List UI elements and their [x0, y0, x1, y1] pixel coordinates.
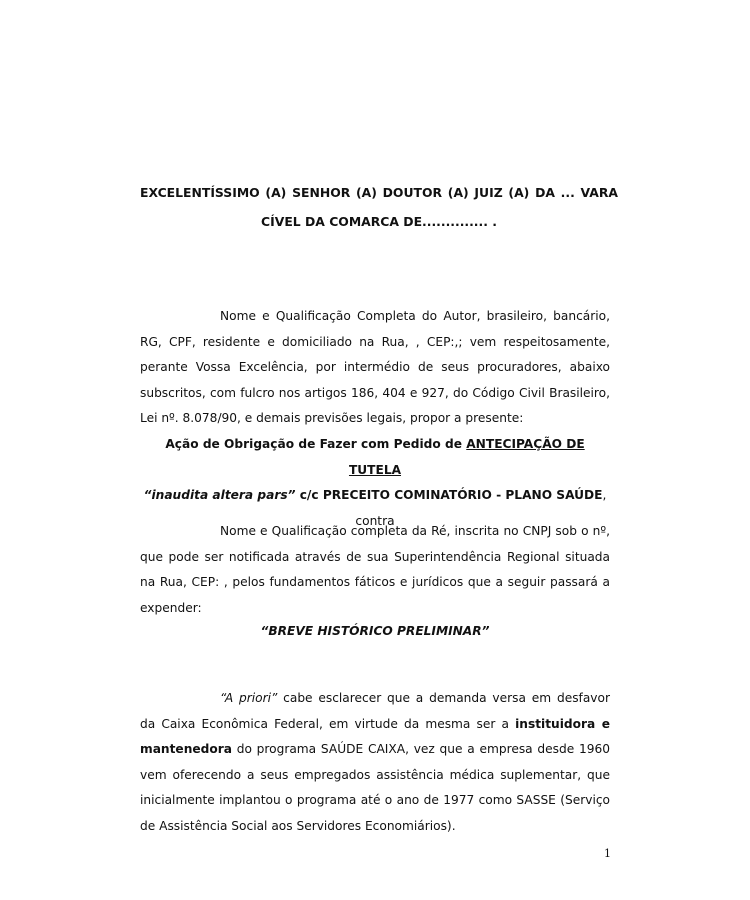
action-title-rest: PRECEITO COMINATÓRIO - PLANO SAÚDE — [322, 488, 603, 502]
court-heading: EXCELENTÍSSIMO (A) SENHOR (A) DOUTOR (A) JUIZ (A) DA ... VARA CÍVEL DA COMARCA DE.............. . — [140, 185, 618, 229]
history-bold: instituidora e mantenedora — [140, 716, 610, 756]
plaintiff-paragraph: Nome e Qualificação Completa do Autor, brasileiro, bancário, RG, CPF, residente e domiciliado na Rua, , CEP:,; vem respeitosamente, perante Vossa Excelência, por intermédio de seus procuradores, abaixo subscritos, com fulcro nos artigos 186, 404 e 927, do Código Civil Brasileiro, Lei nº. 8.078/90, e demais previsões legais, propor a presente: — [140, 309, 610, 425]
defendant-paragraph: Nome e Qualificação completa da Ré, inscrita no CNPJ sob o nº, que pode ser notificada através de sua Superintendência Regional situada na Rua, CEP: , pelos fundamentos fáticos e jurídicos que a seguir passará a expender: — [140, 524, 610, 615]
action-title-prefix: Ação de Obrigação de Fazer com Pedido de — [165, 437, 467, 451]
page-number: 1 — [604, 847, 611, 860]
action-title-latin: “inaudita altera pars” — [143, 488, 296, 502]
history-italic-lead: “A priori” — [220, 691, 278, 705]
section-title: “BREVE HISTÓRICO PRELIMINAR” — [260, 624, 490, 638]
history-text-b: do programa SAÚDE CAIXA, vez que a empresa desde 1960 vem oferecendo a seus empregados assistência médica suplementar, que inicialmente implantou o programa até o ano de 1977 como SASSE (Serviço de Assistência Social aos Servidores Economiários). — [140, 742, 610, 833]
history-text-a: cabe esclarecer que a demanda versa em desfavor da Caixa Econômica Federal, em virtude da mesma ser a — [140, 691, 610, 731]
action-title-underlined: ANTECIPAÇÃO DE TUTELA — [348, 437, 585, 477]
action-title-suffix: , contra — [355, 488, 607, 528]
action-title-cc: c/c — [295, 488, 323, 502]
history-paragraph — [140, 686, 610, 839]
action-title-line1 — [140, 432, 610, 483]
